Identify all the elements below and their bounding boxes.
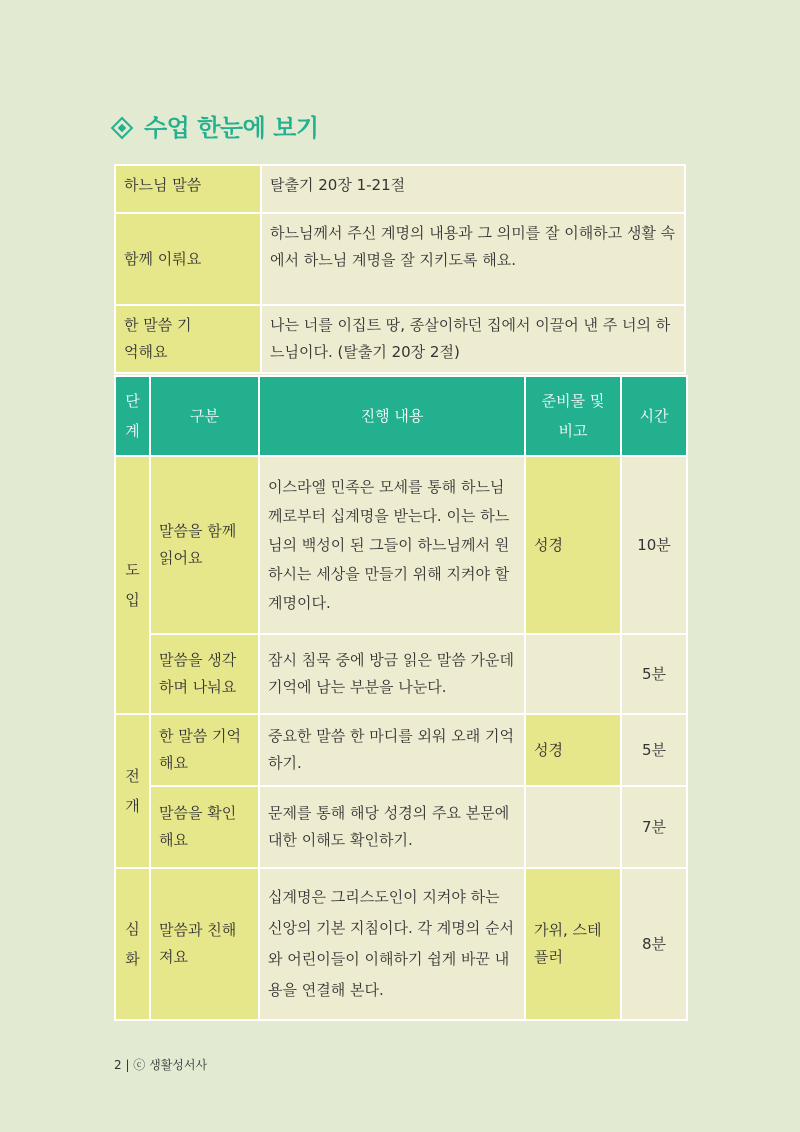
stage-name: 심화 — [125, 920, 140, 968]
table-row — [115, 868, 687, 1020]
prep-cell — [525, 634, 621, 714]
content-cell: 십계명은 그리스도인이 지켜야 하는 신앙의 기본 지침이다. 각 계명의 순서와 어린이들이 이해하기 쉽게 바꾼 내용을 연결해 본다. — [259, 868, 525, 1020]
lesson-plan-table — [114, 375, 688, 1021]
summary-value: 나는 너를 이집트 땅, 종살이하던 집에서 이끌어 낸 주 너의 하느님이다. (탈출기 20장 2절) — [261, 305, 685, 373]
table-row — [115, 634, 687, 714]
stage-name: 도입 — [125, 561, 140, 609]
table-row — [115, 786, 687, 868]
category-cell: 말씀을 함께 읽어요 — [150, 456, 259, 634]
section-title — [114, 112, 319, 144]
diamond-icon — [111, 117, 134, 140]
header-prep-text: 준비물 및 비고 — [541, 392, 605, 440]
category-cell: 말씀과 친해져요 — [150, 868, 259, 1020]
summary-row — [115, 305, 685, 373]
prep-cell — [525, 786, 621, 868]
header-stage — [115, 376, 150, 456]
section-title-text: 수업 한눈에 보기 — [144, 114, 319, 142]
summary-row — [115, 165, 685, 213]
category-cell: 말씀을 생각하며 나눠요 — [150, 634, 259, 714]
category-cell: 말씀을 확인해요 — [150, 786, 259, 868]
content-cell: 잠시 침묵 중에 방금 읽은 말씀 가운데 기억에 남는 부분을 나눈다. — [259, 634, 525, 714]
summary-label: 하느님 말씀 — [115, 165, 261, 213]
summary-row — [115, 213, 685, 305]
stage-cell — [115, 868, 150, 1020]
header-stage-text: 단계 — [125, 392, 140, 440]
header-row — [115, 376, 687, 456]
header-content: 진행 내용 — [259, 376, 525, 456]
summary-label-text: 한 말씀 기억해요 — [124, 316, 192, 361]
content-cell: 이스라엘 민족은 모세를 통해 하느님께로부터 십계명을 받는다. 이는 하느님의 백성이 된 그들이 하느님께서 원하시는 세상을 만들기 위해 지켜야 할 계명이다. — [259, 456, 525, 634]
table-row — [115, 456, 687, 634]
summary-value: 하느님께서 주신 계명의 내용과 그 의미를 잘 이해하고 생활 속에서 하느님 계명을 잘 지키도록 해요. — [261, 213, 685, 305]
time-cell: 5분 — [621, 714, 687, 786]
prep-cell: 성경 — [525, 456, 621, 634]
time-cell: 8분 — [621, 868, 687, 1020]
header-prep — [525, 376, 621, 456]
time-cell: 10분 — [621, 456, 687, 634]
content-cell: 중요한 말씀 한 마디를 외워 오래 기억하기. — [259, 714, 525, 786]
summary-label: 함께 이뤄요 — [115, 213, 261, 305]
header-time: 시간 — [621, 376, 687, 456]
table-row — [115, 714, 687, 786]
stage-name: 전개 — [125, 767, 140, 815]
stage-cell — [115, 456, 150, 714]
stage-cell — [115, 714, 150, 868]
header-category: 구분 — [150, 376, 259, 456]
time-cell: 5분 — [621, 634, 687, 714]
time-cell: 7분 — [621, 786, 687, 868]
content-cell: 문제를 통해 해당 성경의 주요 본문에 대한 이해도 확인하기. — [259, 786, 525, 868]
summary-table — [114, 164, 686, 374]
summary-label — [115, 305, 261, 373]
category-cell: 한 말씀 기억해요 — [150, 714, 259, 786]
prep-cell: 성경 — [525, 714, 621, 786]
summary-value: 탈출기 20장 1-21절 — [261, 165, 685, 213]
prep-cell: 가위, 스테플러 — [525, 868, 621, 1020]
page-footer: 2 | ⓒ 생활성서사 — [114, 1058, 208, 1072]
